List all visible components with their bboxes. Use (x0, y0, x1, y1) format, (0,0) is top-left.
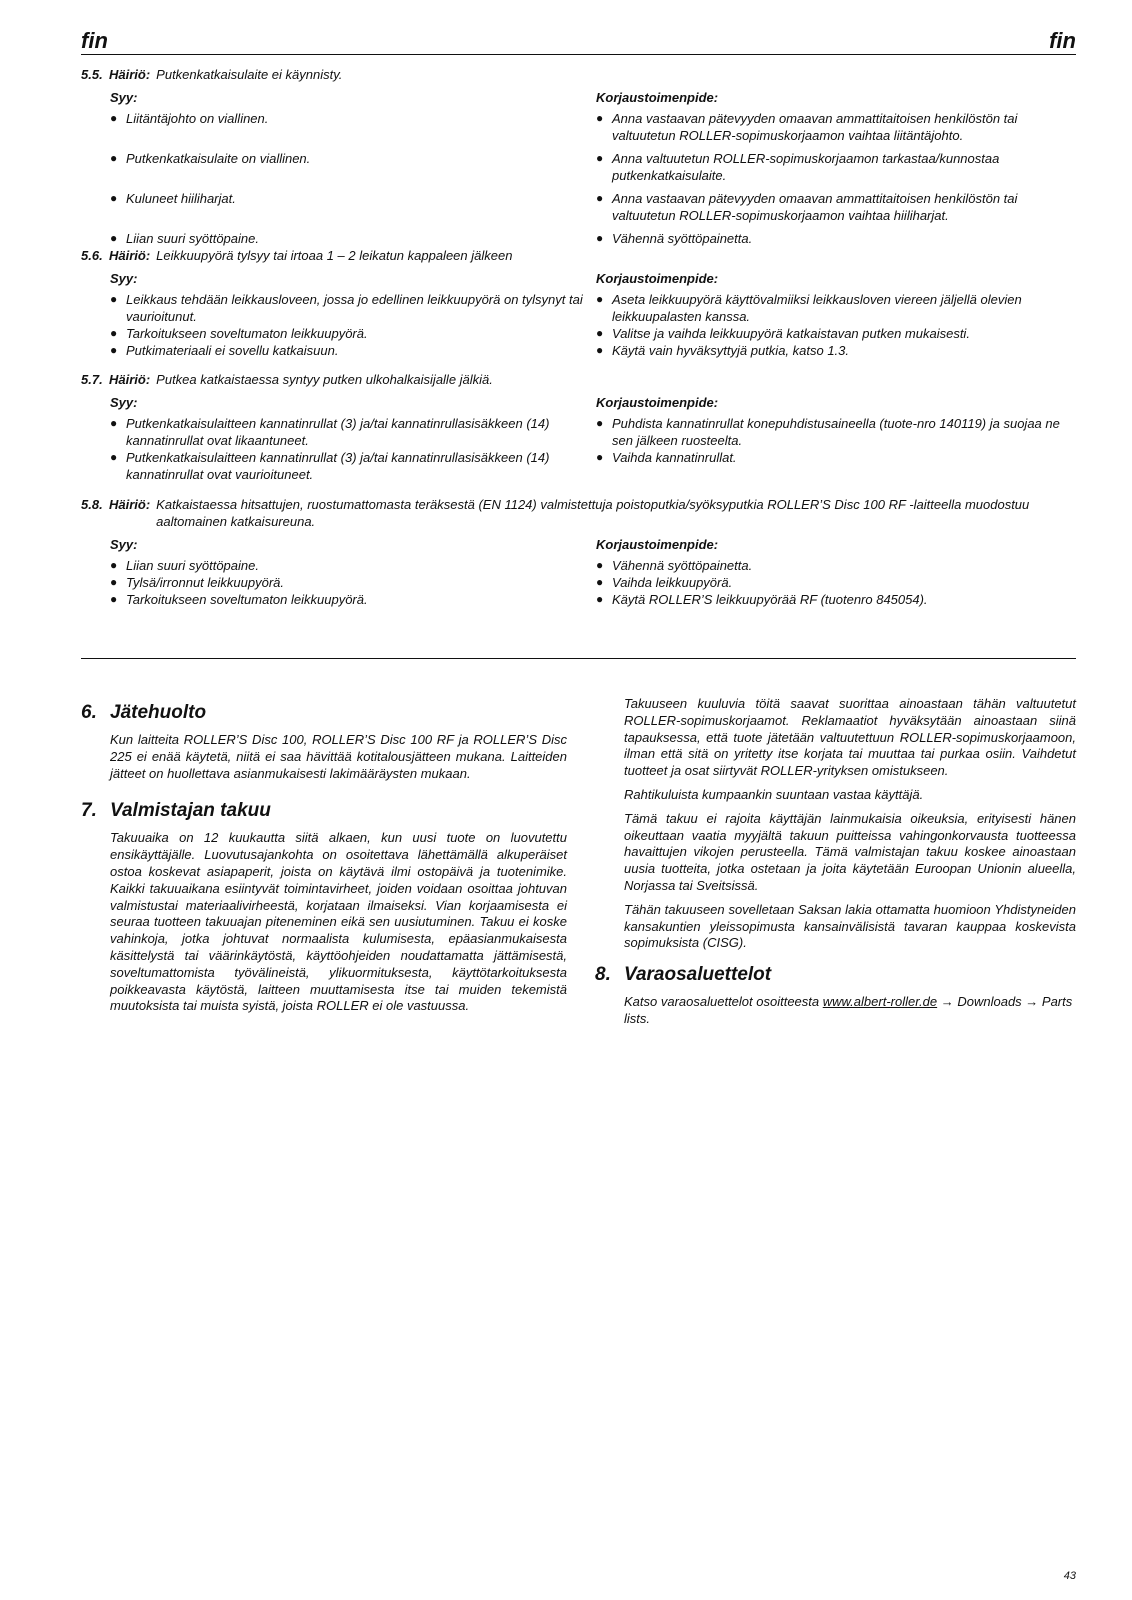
trouble-label: Häiriö: (109, 248, 151, 263)
trouble-title: Katkaistaessa hitsattujen, ruostumattomasta teräksestä (EN 1124) valmistettuja poistoputkia/syöksyputkia ROLLER’S Disc 100 RF -laitteella muodostuu aaltomainen katkaisureuna. (156, 497, 1030, 529)
section-8-text: Katso varaosaluettelot osoitteesta www.albert-roller.de → Downloads → Parts lists. (624, 994, 1073, 1026)
trouble-5-6 (81, 247, 1076, 359)
cause-heading: Syy: (110, 537, 138, 552)
section-8-title: Varaosaluettelot (624, 964, 772, 986)
cause-item: ● Tarkoitukseen soveltumaton leikkuupyörä. (110, 326, 368, 341)
section-6-title: Jätehuolto (110, 702, 207, 723)
cause-item: ● Kuluneet hiiliharjat. (110, 191, 236, 206)
warranty-paragraph: Tämä takuu ei rajoita käyttäjän lainmukaisia oikeuksia, erityisesti hänen oikeuttaan vaatia myyjältä takuun puitteissa vahingonkorvausta tuotteessa havaittujen vikojen perusteella. Tämä valmistajan takuu koskee ainoastaan uusia tuotteita, jotka ostetaan ja joita käytetään Euroopan Unionin alueella, Norjassa tai Sveitsissä. (624, 810, 1076, 893)
trouble-5-8 (81, 496, 1076, 608)
trouble-label: Häiriö: (109, 67, 151, 82)
cause-heading: Syy: (110, 271, 138, 286)
remedy-item: ● Vähennä syöttöpainetta. (596, 558, 753, 573)
trouble-number: 5.7. (81, 372, 103, 387)
right-column (595, 696, 1076, 1035)
remedy-item: ● Anna valtuutetun ROLLER-sopimuskorjaamon tarkastaa/kunnostaa putkenkatkaisulaite. (596, 151, 1000, 183)
website-link[interactable]: www.albert-roller.de (822, 994, 938, 1010)
section-7-title: Valmistajan takuu (110, 800, 271, 822)
language-code-left: fin (81, 28, 108, 53)
section-6-text: Kun laitteita ROLLER’S Disc 100, ROLLER’S Disc 100 RF ja ROLLER’S Disc 225 ei enää käytetä, niitä ei saa hävittää kotitalousjätteen mukana. Laitteiden jätteet on huollettava asianmukaisesti lakimääräysten mukaan. (110, 732, 567, 781)
trouble-label: Häiriö: (109, 372, 151, 387)
remedy-item: ● Vaihda kannatinrullat. (596, 450, 737, 465)
trouble-heading (81, 66, 1076, 83)
warranty-paragraph: Tähän takuuseen sovelletaan Saksan lakia ottamatta huomioon Yhdistyneiden kansakuntien yleissopimusta kansainvälisistä tavaran kauppaa koskevista sopimuksista (CISG). (624, 901, 1076, 951)
remedy-item: ● Aseta leikkuupyörä käyttövalmiiksi leikkausloven viereen jäljellä olevien leikkuupalasten kanssa. (596, 292, 1022, 324)
page-number: 43 (1063, 1570, 1076, 1582)
trouble-number: 5.8. (81, 497, 103, 512)
trouble-number: 5.5. (81, 67, 103, 82)
remedy-heading: Korjaustoimenpide: (596, 271, 719, 286)
trouble-title: Putkea katkaistaessa syntyy putken ulkohalkaisijalle jälkiä. (156, 372, 493, 387)
remedy-item: ● Vaihda leikkuupyörä. (596, 575, 733, 590)
cause-item: ● Putkenkatkaisulaite on viallinen. (110, 151, 311, 166)
warranty-paragraph: Takuuseen kuuluvia töitä saavat suorittaa ainoastaan tähän valtuutetut ROLLER-sopimuskorjaamot. Reklamaatiot hyväksytään ainoastaan siinä tapauksessa, että tuote jätetään valtuutettuun ROLLER-sopimuskorjaamoon, ilman että sitä on yritetty itse korjata tai muuttaa tai purkaa osiin. Vaihdetut tuotteet ja osat siirtyvät ROLLER-yrityksen omistukseen. (624, 696, 1076, 779)
warranty-paragraph: Rahtikuluista kumpaankin suuntaan vastaa käyttäjä. (624, 786, 924, 802)
trouble-title: Leikkuupyörä tylsyy tai irtoaa 1 – 2 leikatun kappaleen jälkeen (156, 248, 513, 263)
remedy-item: ● Käytä ROLLER’S leikkuupyörää RF (tuotenro 845054). (596, 592, 928, 607)
remedy-heading: Korjaustoimenpide: (596, 90, 719, 105)
remedy-item: ● Vähennä syöttöpainetta. (596, 231, 753, 246)
cause-item: ● Putkimateriaali ei sovellu katkaisuun. (110, 343, 339, 358)
remedy-item: ● Puhdista kannatinrullat konepuhdistusaineella (tuote-nro 140119) ja suojaa ne sen jälkeen ruosteelta. (596, 416, 1060, 448)
trouble-title: Putkenkatkaisulaite ei käynnisty. (156, 67, 343, 82)
section-divider (81, 658, 1076, 659)
cause-item: ● Tarkoitukseen soveltumaton leikkuupyörä. (110, 592, 368, 607)
cause-item: ● Liitäntäjohto on viallinen. (110, 111, 269, 126)
remedy-item: ● Valitse ja vaihda leikkuupyörä katkaistavan putken mukaisesti. (596, 326, 970, 341)
remedy-item: ● Anna vastaavan pätevyyden omaavan ammattitaitoisen henkilöstön tai valtuutetun ROLLER-sopimuskorjaamon vaihtaa liitäntäjohto. (596, 111, 1018, 143)
section-7-heading: 7. Valmistajan takuu (81, 800, 271, 822)
trouble-number: 5.6. (81, 248, 103, 263)
remedy-heading: Korjaustoimenpide: (596, 395, 719, 410)
cause-heading: Syy: (110, 395, 138, 410)
section-7-text: Takuuaika on 12 kuukautta siitä alkaen, kun uusi tuote on luovutettu ensikäyttäjälle. Luovutusajankohta on osoitettava lähettämällä alkuperäiset ostoa koskevat asiapaperit, joista on käytävä ilmi ostopäivä ja tuotenimike. Kaikki takuuaikana esiintyvät toimintavirheet, joiden voidaan osoittaa johtuvan valmistustai materiaalivirheestä, korjataan ilmaiseksi. Vian korjaamisesta ei seuraa tuotteen takuuajan piteneminen eikä sen uusiutuminen. Takuu ei koske vahinkoja, jotka johtuvat normaalista kulumisesta, epäasianmukaisesta käsittelystä tai väärinkäytöstä, käyttöohjeiden noudattamatta jättämisestä, soveltumattomista työvälineistä, ylikuormituksesta, käyttötarkoituksesta poikkeavasta käytöstä, laitteen muuttamisesta itse tai muiden tekemistä muutoksista tai muista syistä, joista ROLLER ei ole vastuussa. (110, 830, 567, 1014)
cause-item: ● Tylsä/irronnut leikkuupyörä. (110, 575, 284, 590)
header-rule (81, 54, 1076, 55)
cause-item: ● Liian suuri syöttöpaine. (110, 558, 259, 573)
trouble-5-5 (81, 66, 1076, 253)
remedy-heading: Korjaustoimenpide: (596, 537, 719, 552)
cause-item: ● Putkenkatkaisulaitteen kannatinrullat (3) ja/tai kannatinrullasisäkkeen (14) kannatinrullat ovat likaantuneet. (110, 416, 550, 448)
section-8-heading: 8. Varaosaluettelot (595, 964, 772, 986)
language-code-right: fin (1049, 28, 1076, 53)
remedy-item: ● Anna vastaavan pätevyyden omaavan ammattitaitoisen henkilöstön tai valtuutetun ROLLER-sopimuskorjaamon vaihtaa hiiliharjat. (596, 191, 1018, 223)
left-column (81, 702, 567, 1015)
trouble-5-7 (81, 371, 1076, 483)
cause-item: ● Leikkaus tehdään leikkausloveen, jossa jo edellinen leikkuupyörä on tylsynyt tai vaurioitunut. (110, 292, 583, 324)
section-6-heading: 6. Jätehuolto (81, 702, 207, 723)
cause-item: ● Liian suuri syöttöpaine. (110, 231, 259, 246)
cause-item: ● Putkenkatkaisulaitteen kannatinrullat (3) ja/tai kannatinrullasisäkkeen (14) kannatinrullat ovat vaurioituneet. (110, 450, 550, 482)
trouble-label: Häiriö: (109, 497, 151, 512)
remedy-item: ● Käytä vain hyväksyttyjä putkia, katso 1.3. (596, 343, 850, 358)
cause-heading: Syy: (110, 90, 138, 105)
